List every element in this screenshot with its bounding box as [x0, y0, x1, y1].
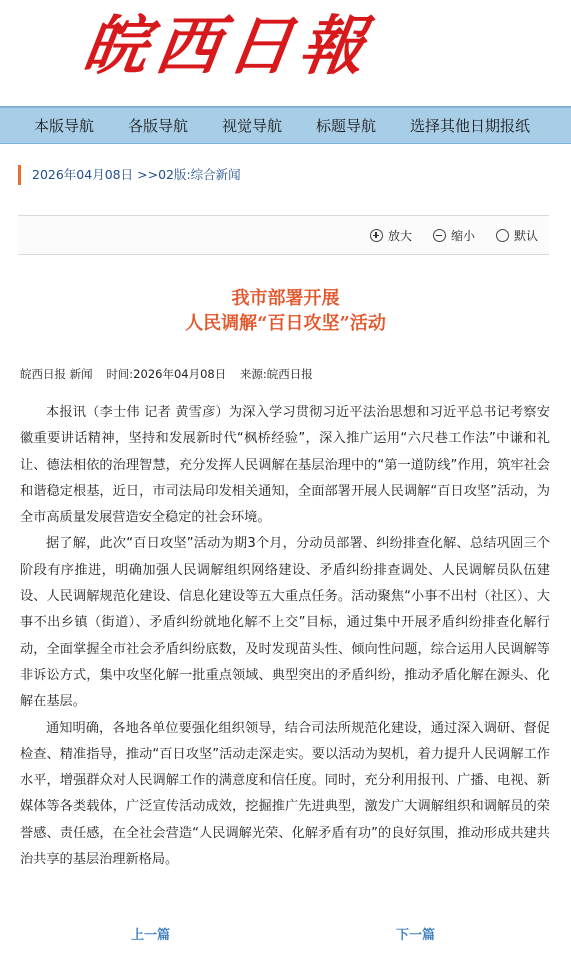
- meta-time: 时间:2026年04月08日: [106, 367, 227, 381]
- breadcrumb: [18, 165, 241, 185]
- article-body: [20, 400, 550, 873]
- top-navigation: [0, 106, 571, 144]
- nav-visual-navigation[interactable]: 视觉导航: [222, 117, 283, 135]
- headline-line-1: 我市部署开展: [231, 288, 340, 309]
- default-size-button[interactable]: [496, 228, 538, 244]
- zoom-out-label: 缩小: [451, 229, 476, 243]
- nav-all-pages-navigation[interactable]: 各版导航: [128, 117, 189, 135]
- circle-icon: [496, 229, 509, 242]
- article-headline: [0, 286, 571, 336]
- newspaper-logo: 皖西日報: [78, 9, 378, 84]
- headline-line-2: 人民调解“百日攻坚”活动: [185, 313, 386, 334]
- zoom-in-button[interactable]: [370, 228, 412, 244]
- masthead: [0, 0, 571, 106]
- article-paragraph: 通知明确，各地各单位要强化组织领导，结合司法所规范化建设，通过深入调研、督促检查、精准指导，推动“百日攻坚”活动走深走实。要以活动为契机，着力提升人民调解工作水平，增强群众对人民调解工作的满意度和信任度。同时，充分利用报刊、广播、电视、新媒体等各类载体，广泛宣传活动成效，挖掘推广先进典型，激发广大调解组织和调解员的荣誉感、责任感，在全社会营造“人民调解光荣、化解矛盾有功”的良好氛围，推动形成共建共治共享的基层治理新格局。: [20, 720, 550, 868]
- article-meta: [20, 366, 323, 382]
- meta-source: 皖西日报 新闻: [20, 367, 93, 381]
- meta-origin: 来源:皖西日报: [239, 367, 313, 381]
- nav-headline-navigation[interactable]: 标题导航: [316, 117, 377, 135]
- breadcrumb-date[interactable]: 2026年04月08日: [32, 167, 134, 182]
- next-article-link[interactable]: 下一篇: [396, 928, 436, 943]
- nav-page-navigation[interactable]: 本版导航: [34, 117, 95, 135]
- minus-circle-icon: [433, 229, 446, 242]
- breadcrumb-separator: >>: [137, 167, 159, 182]
- zoom-in-label: 放大: [388, 229, 413, 243]
- article-paragraph: 据了解，此次“百日攻坚”活动为期3个月，分动员部署、纠纷排查化解、总结巩固三个阶段有序推进，明确加强人民调解组织网络建设、矛盾纠纷排查调处、人民调解员队伍建设、人民调解规范化建设、信息化建设等五大重点任务。活动聚焦“小事不出村（社区）、大事不出乡镇（街道）、矛盾纠纷就地化解不上交”目标，通过集中开展矛盾纠纷排查化解行动，全面掌握全市社会矛盾纠纷底数，及时发现苗头性、倾向性问题，综合运用人民调解等非诉讼方式，集中攻坚化解一批重点领域、典型突出的矛盾纠纷，推动矛盾化解在源头、化解在基层。: [20, 536, 550, 710]
- font-size-toolbar: [18, 215, 549, 255]
- previous-article-link[interactable]: 上一篇: [131, 928, 171, 943]
- zoom-out-button[interactable]: [433, 228, 475, 244]
- nav-other-date-newspaper[interactable]: 选择其他日期报纸: [410, 117, 531, 135]
- breadcrumb-section[interactable]: 02版:综合新闻: [158, 167, 241, 182]
- plus-circle-icon: [370, 229, 383, 242]
- default-size-label: 默认: [514, 229, 539, 243]
- article-paragraph: 本报讯（李士伟 记者 黄雪彦）为深入学习贯彻习近平法治思想和习近平总书记考察安徽重要讲话精神，坚持和发展新时代“枫桥经验”，深入推广运用“六尺巷工作法”中谦和礼让、德法相依的治理智慧，充分发挥人民调解在基层治理中的“第一道防线”作用，筑牢社会和谐稳定根基，近日，市司法局印发相关通知，全面部署开展人民调解“百日攻坚”活动，为全市高质量发展营造安全稳定的社会环境。: [20, 405, 550, 526]
